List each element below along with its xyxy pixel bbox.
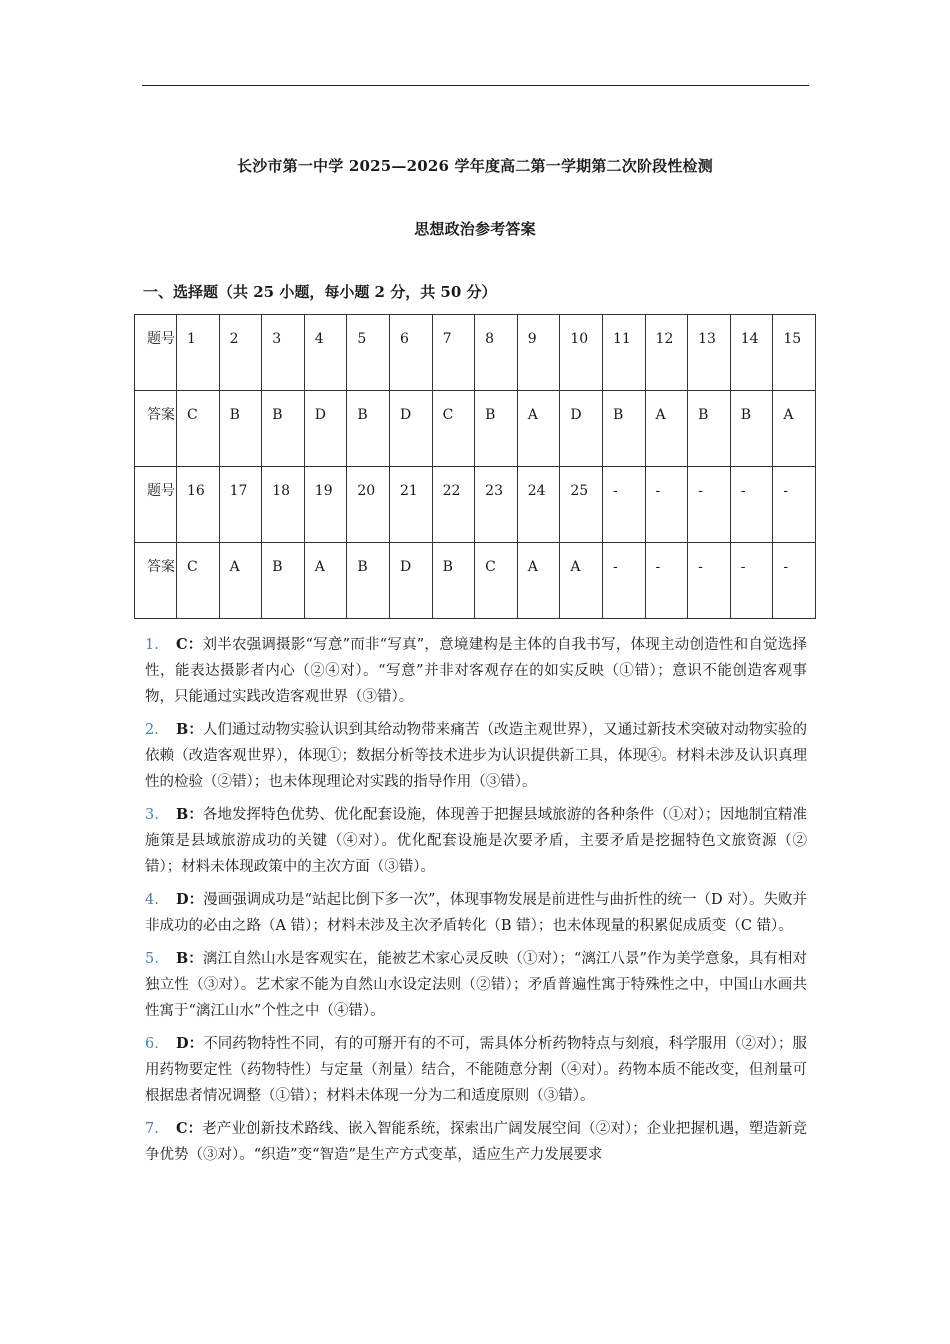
item-number: 4.: [145, 892, 159, 908]
answer-cell: B: [347, 543, 390, 619]
question-number-cell: 16: [177, 467, 220, 543]
question-number-cell: -: [602, 467, 645, 543]
table-row-numbers-1: [135, 315, 816, 391]
answer-cell: B: [688, 391, 731, 467]
question-number-cell: -: [688, 467, 731, 543]
answer-cell: D: [560, 391, 603, 467]
question-number-cell: 20: [347, 467, 390, 543]
question-number-cell: 12: [645, 315, 688, 391]
item-text: 老产业创新技术路线、嵌入智能系统，探索出广阔发展空间（②对）；企业把握机遇，塑造新竞争优势（③对）。“织造”变“智造”是生产方式变革，适应生产力发展要求: [145, 1121, 808, 1163]
answer-cell: C: [475, 543, 518, 619]
item-number: 5.: [145, 951, 159, 967]
item-number: 3.: [145, 807, 159, 823]
table-row-answers-2: [135, 543, 816, 619]
table-row-answers-1: [135, 391, 816, 467]
explanation-item: [145, 1116, 807, 1168]
explanation-item: [145, 1031, 807, 1109]
answer-cell: C: [177, 391, 220, 467]
item-answer: D：: [176, 1035, 204, 1052]
document-title: 长沙市第一中学 2025—2026 学年度高二第一学期第二次阶段性检测: [237, 157, 713, 175]
question-number-cell: 11: [602, 315, 645, 391]
row-label: 题号: [135, 467, 177, 543]
item-answer: B：: [176, 806, 203, 823]
question-number-cell: 21: [389, 467, 432, 543]
question-number-cell: 24: [517, 467, 560, 543]
answer-cell: B: [432, 543, 475, 619]
answer-table: [134, 314, 816, 619]
answer-cell: B: [730, 391, 773, 467]
question-number-cell: 19: [304, 467, 347, 543]
item-answer: B：: [176, 721, 203, 738]
answer-cell: C: [177, 543, 220, 619]
question-number-cell: 25: [560, 467, 603, 543]
item-answer: D：: [176, 891, 204, 908]
explanation-list: [145, 632, 807, 1175]
explanation-item: [145, 802, 807, 880]
question-number-cell: 18: [262, 467, 305, 543]
question-number-cell: 22: [432, 467, 475, 543]
answer-cell: A: [219, 543, 262, 619]
document-subtitle: 思想政治参考答案: [414, 220, 536, 238]
question-number-cell: 9: [517, 315, 560, 391]
row-label: 题号: [135, 315, 177, 391]
question-number-cell: 14: [730, 315, 773, 391]
question-number-cell: -: [773, 467, 816, 543]
explanation-item: [145, 887, 807, 939]
answer-cell: D: [304, 391, 347, 467]
item-number: 1.: [145, 637, 159, 653]
explanation-item: [145, 946, 807, 1024]
question-number-cell: 7: [432, 315, 475, 391]
explanation-item: [145, 632, 807, 710]
answer-cell: A: [304, 543, 347, 619]
question-number-cell: 13: [688, 315, 731, 391]
item-answer: C：: [176, 1120, 203, 1137]
item-number: 6.: [145, 1036, 159, 1052]
item-text: 人们通过动物实验认识到其给动物带来痛苦（改造主观世界），又通过新技术突破对动物实验的依赖（改造客观世界），体现①；数据分析等技术进步为认识提供新工具，体现④。材料未涉及认识真理性的检验（②错）；也未体现理论对实践的指导作用（③错）。: [145, 722, 807, 790]
question-number-cell: 3: [262, 315, 305, 391]
answer-cell: B: [262, 391, 305, 467]
question-number-cell: 4: [304, 315, 347, 391]
item-text: 漓江自然山水是客观实在，能被艺术家心灵反映（①对）；“漓江八景”作为美学意象，具有相对独立性（③对）。艺术家不能为自然山水设定法则（②错）；矛盾普遍性寓于特殊性之中，中国山水画共性寓于“漓江山水”个性之中（④错）。: [145, 951, 807, 1019]
answer-cell: A: [645, 391, 688, 467]
row-label: 答案: [135, 543, 177, 619]
question-number-cell: 17: [219, 467, 262, 543]
header-rule: [142, 85, 809, 86]
answer-cell: -: [688, 543, 731, 619]
question-number-cell: 10: [560, 315, 603, 391]
item-text: 刘半农强调摄影“写意”而非“写真”，意境建构是主体的自我书写，体现主动创造性和自觉选择性，能表达摄影者内心（②④对）。“写意”并非对客观存在的如实反映（①错）；意识不能创造客观事物，只能通过实践改造客观世界（③错）。: [145, 637, 807, 705]
answer-cell: D: [389, 543, 432, 619]
question-number-cell: 8: [475, 315, 518, 391]
answer-cell: -: [602, 543, 645, 619]
answer-cell: C: [432, 391, 475, 467]
row-label: 答案: [135, 391, 177, 467]
answer-cell: -: [773, 543, 816, 619]
answer-cell: A: [560, 543, 603, 619]
question-number-cell: -: [730, 467, 773, 543]
explanation-item: [145, 717, 807, 795]
table-row-numbers-2: [135, 467, 816, 543]
question-number-cell: 1: [177, 315, 220, 391]
item-answer: B：: [176, 950, 203, 967]
answer-cell: B: [475, 391, 518, 467]
question-number-cell: 6: [389, 315, 432, 391]
item-text: 不同药物特性不同，有的可掰开有的不可，需具体分析药物特点与刻痕，科学服用（②对）；服用药物要定性（药物特性）与定量（剂量）结合，不能随意分割（④对）。药物本质不能改变，但剂量可根据患者情况调整（①错）；材料未体现一分为二和适度原则（③错）。: [145, 1036, 808, 1104]
answer-cell: B: [602, 391, 645, 467]
question-number-cell: 15: [773, 315, 816, 391]
answer-cell: -: [645, 543, 688, 619]
answer-cell: B: [347, 391, 390, 467]
question-number-cell: 5: [347, 315, 390, 391]
item-number: 2.: [145, 722, 159, 738]
question-number-cell: -: [645, 467, 688, 543]
answer-cell: A: [773, 391, 816, 467]
answer-cell: B: [262, 543, 305, 619]
section-heading: 一、选择题（共 25 小题，每小题 2 分，共 50 分）: [143, 283, 497, 301]
item-text: 漫画强调成功是“站起比倒下多一次”，体现事物发展是前进性与曲折性的统一（D 对）。失败并非成功的必由之路（A 错）；材料未涉及主次矛盾转化（B 错）；也未体现量的积累促成质变（C 错）。: [145, 892, 808, 934]
question-number-cell: 23: [475, 467, 518, 543]
answer-cell: D: [389, 391, 432, 467]
answer-cell: -: [730, 543, 773, 619]
answer-cell: A: [517, 543, 560, 619]
item-text: 各地发挥特色优势、优化配套设施，体现善于把握县域旅游的各种条件（①对）；因地制宜精准施策是县域旅游成功的关键（④对）。优化配套设施是次要矛盾，主要矛盾是挖掘特色文旅资源（②错）；材料未体现政策中的主次方面（③错）。: [145, 807, 807, 875]
answer-cell: A: [517, 391, 560, 467]
item-answer: C：: [176, 636, 203, 653]
question-number-cell: 2: [219, 315, 262, 391]
answer-cell: B: [219, 391, 262, 467]
item-number: 7.: [145, 1121, 159, 1137]
